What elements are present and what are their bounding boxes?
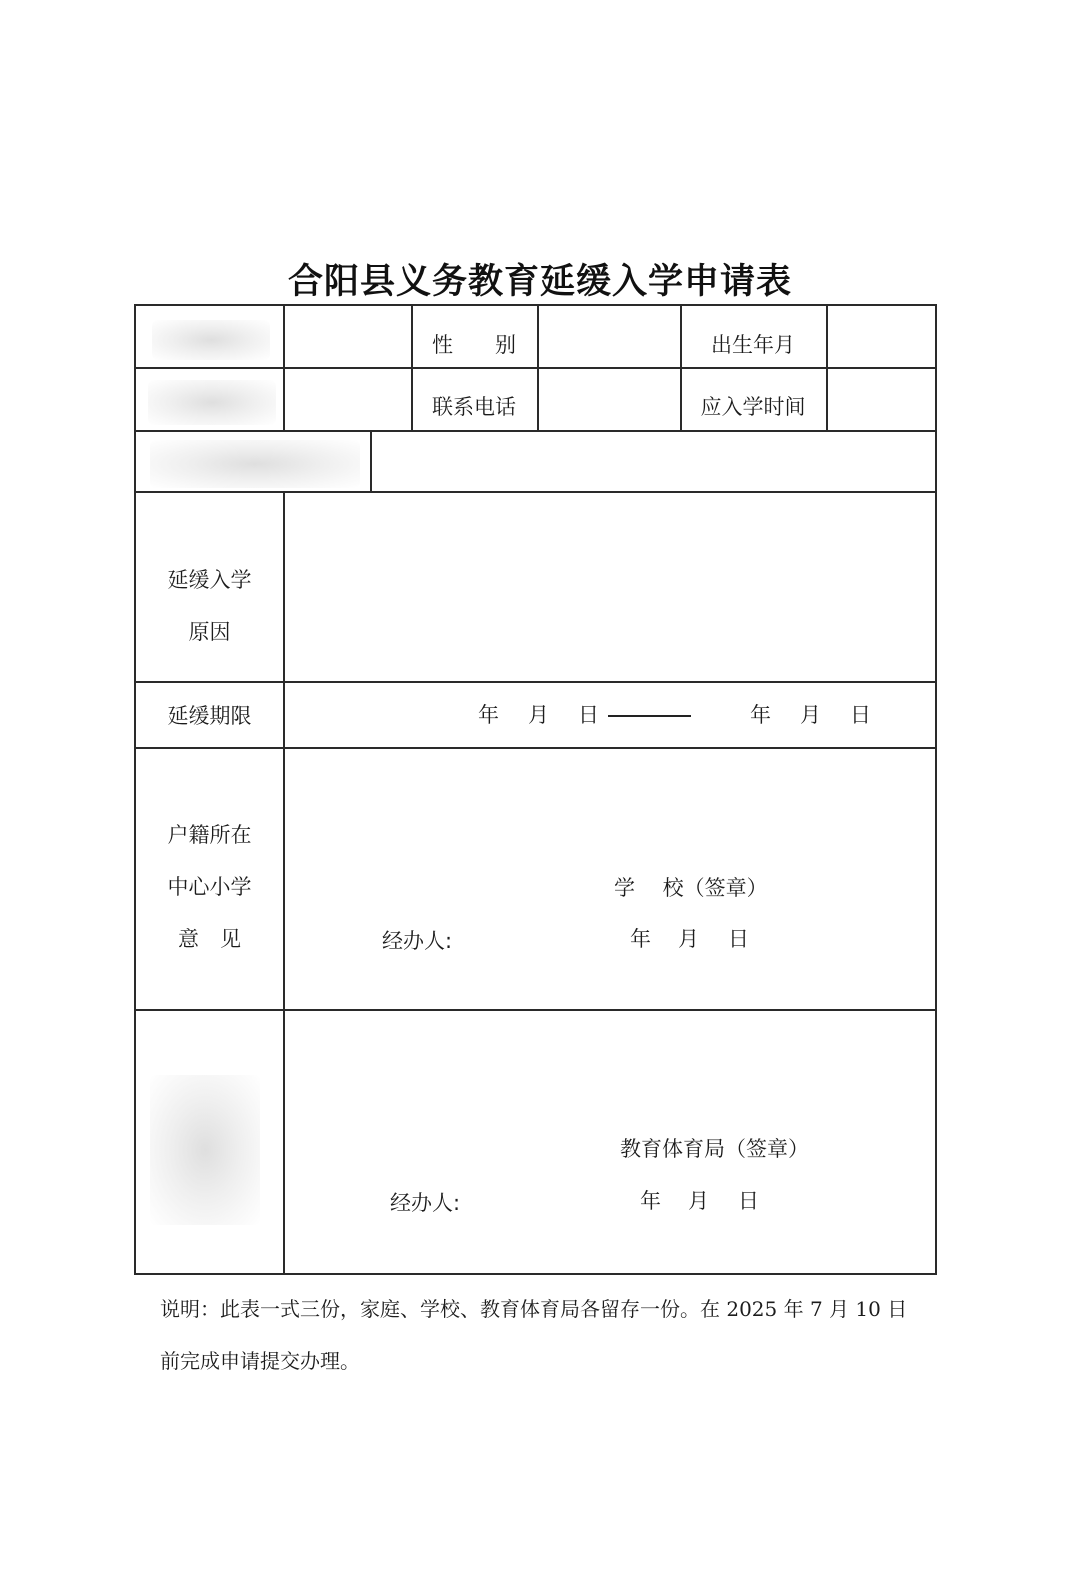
- school-label-line3: 意 见: [178, 927, 241, 951]
- table-border-right: [935, 304, 937, 1275]
- reason-value-cell[interactable]: [286, 494, 934, 680]
- table-border-left: [134, 304, 136, 1275]
- school-label-line1: 户籍所在: [167, 823, 252, 847]
- reason-label-line2: 原因: [188, 620, 231, 644]
- table-rule: [134, 681, 937, 683]
- enroll-time-value-cell[interactable]: [829, 370, 934, 429]
- bureau-date-month: 月: [688, 1189, 709, 1213]
- bureau-date-day: 日: [738, 1189, 759, 1213]
- redacted-label: [152, 320, 270, 360]
- school-date-month: 月: [678, 927, 699, 951]
- table-rule: [134, 367, 937, 369]
- table-rule: [283, 491, 285, 1275]
- school-seal-label: 学 校（签章）: [614, 876, 768, 900]
- school-date-day: 日: [728, 927, 749, 951]
- reason-label-line1: 延缓入学: [167, 568, 252, 592]
- school-handler-label: 经办人:: [382, 929, 453, 953]
- redacted-label: [150, 1075, 260, 1225]
- note-line2: 前完成申请提交办理。: [160, 1349, 360, 1373]
- table-rule: [826, 304, 828, 431]
- period-end-month: 月: [800, 703, 821, 727]
- period-start-day: 日: [578, 703, 599, 727]
- table-rule: [134, 430, 937, 432]
- table-rule: [134, 1273, 937, 1275]
- address-value-cell[interactable]: [373, 433, 934, 490]
- bureau-handler-label: 经办人:: [390, 1191, 461, 1215]
- phone-label: 联系电话: [432, 395, 516, 419]
- form-title: 合阳县义务教育延缓入学申请表: [287, 261, 792, 302]
- birth-date-label: 出生年月: [711, 333, 795, 357]
- phone-value-cell[interactable]: [540, 370, 679, 429]
- school-label-line2: 中心小学: [167, 875, 252, 899]
- table-rule: [134, 304, 937, 306]
- bureau-date-year: 年: [640, 1189, 661, 1213]
- name-value-cell[interactable]: [286, 307, 410, 366]
- period-end-year: 年: [750, 703, 771, 727]
- period-start-month: 月: [528, 703, 549, 727]
- enroll-time-label: 应入学时间: [700, 395, 806, 419]
- gender-value-cell[interactable]: [540, 307, 679, 366]
- period-label: 延缓期限: [167, 704, 252, 728]
- bureau-seal-label: 教育体育局（签章）: [620, 1137, 809, 1161]
- table-rule: [370, 430, 372, 492]
- table-rule: [537, 304, 539, 431]
- table-rule: [134, 747, 937, 749]
- redacted-label: [148, 380, 276, 425]
- table-rule: [134, 1009, 937, 1011]
- birth-value-cell[interactable]: [829, 307, 934, 366]
- period-dash: [608, 715, 691, 717]
- gender-label: 性 别: [432, 333, 516, 357]
- note-line1: 说明：此表一式三份，家庭、学校、教育体育局各留存一份。在 2025 年 7 月 10 日: [160, 1297, 908, 1321]
- table-rule: [283, 304, 285, 431]
- redacted-label: [150, 440, 360, 488]
- period-end-day: 日: [850, 703, 871, 727]
- period-start-year: 年: [478, 703, 499, 727]
- table-rule: [134, 491, 937, 493]
- school-date-year: 年: [630, 927, 651, 951]
- id-value-cell[interactable]: [286, 370, 410, 429]
